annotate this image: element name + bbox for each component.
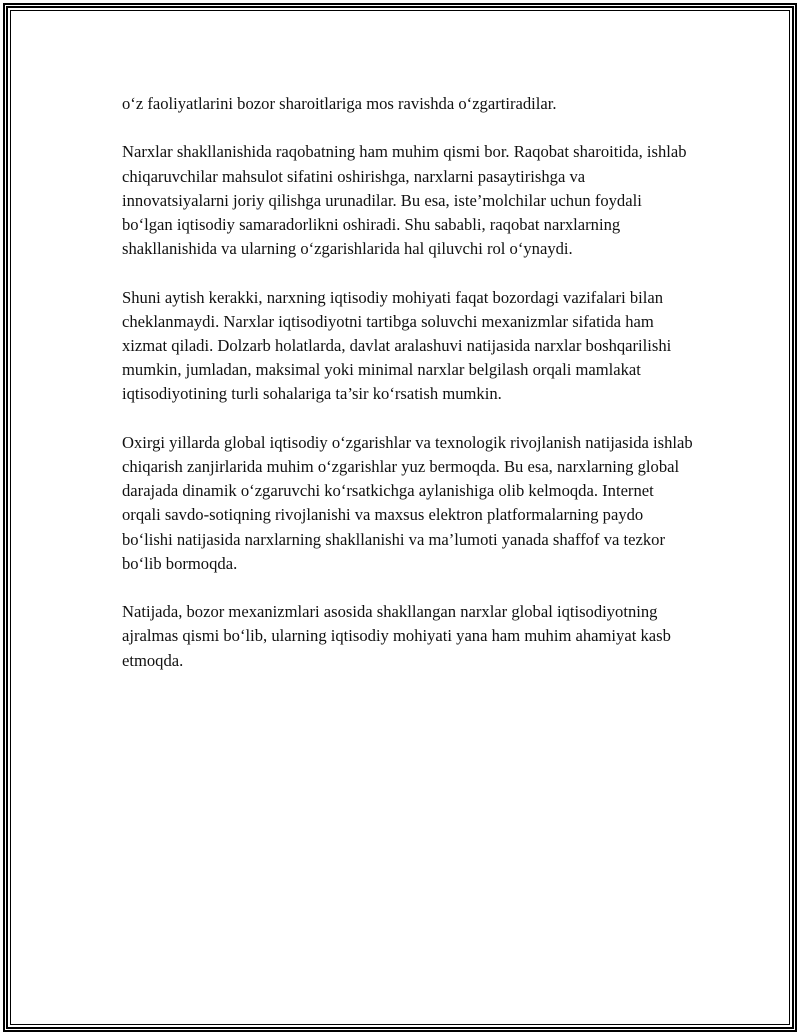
page-border [3,3,797,1032]
paragraph-3: Shuni aytish kerakki, narxning iqtisodiy mohiyati faqat bozordagi vazifalari bilan cheklanmaydi. Narxlar iqtisodiyotni tartibga soluvchi mexanizmlar sifatida ham xizmat qiladi. Dolzarb holatlarda, davlat aralashuvi natijasida narxlar boshqarilishi mumkin, jumladan, maksimal yoki minimal narxlar belgilash orqali mamlakat iqtisodiyotining turli sohalariga ta’sir ko‘rsatish mumkin. [122,287,672,404]
paragraph-5: Natijada, bozor mexanizmlari asosida shakllangan narxlar global iqtisodiyotning ajralmas qismi bo‘lib, ularning iqtisodiy mohiyati yana ham muhim ahamiyat kasb etmoqda. [122,602,671,670]
paragraph-4: Oxirgi yillarda global iqtisodiy o‘zgarishlar va texnologik rivojlanish natijasida ishlab chiqarish zanjirlarida muhim o‘zgarishlar yuz bermoqda. Bu esa, narxlarning global darajada dinamik o‘zgaruvchi ko‘rsatkichga aylanishiga olib kelmoqda. Internet orqali savdo-sotiqning rivojlanishi va maxsus elektron platformalarning paydo bo‘lishi natijasida narxlarning shakllanishi va ma’lumoti yanada shaffof va tezkor bo‘lib bormoqda. [122,432,693,573]
document-body [122,92,694,697]
paragraph-2: Narxlar shakllanishida raqobatning ham muhim qismi bor. Raqobat sharoitida, ishlab chiqaruvchilar mahsulot sifatini oshirishga, narxlarni pasaytirishga va innovatsiyalarni joriy qilishga urunadilar. Bu esa, iste’molchilar uchun foydali bo‘lgan iqtisodiy samaradorlikni oshiradi. Shu sababli, raqobat narxlarning shakllanishida va ularning o‘zgarishlarida hal qiluvchi rol o‘ynaydi. [122,142,687,259]
paragraph-1: o‘z faoliyatlarini bozor sharoitlariga mos ravishda o‘zgartiradilar. [122,94,557,113]
